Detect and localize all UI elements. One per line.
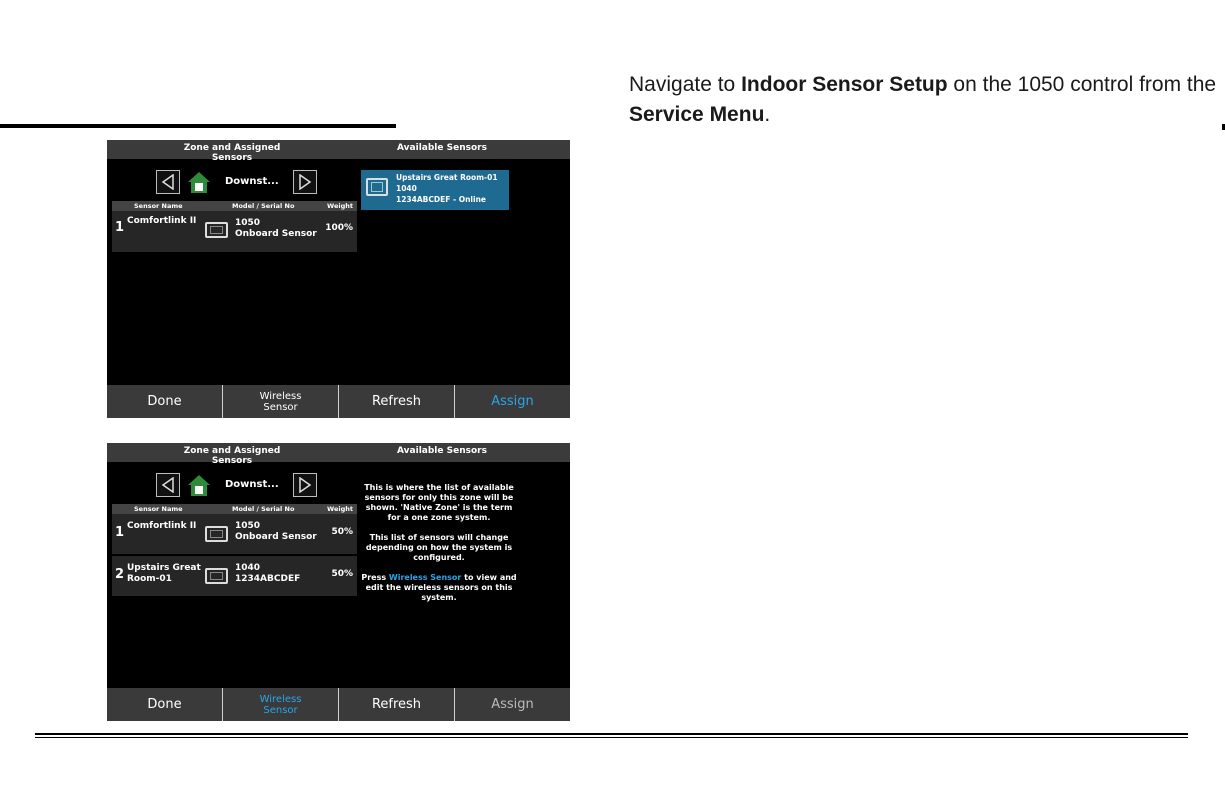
assign-button[interactable]: Assign: [491, 394, 534, 409]
triangle-left-icon: [161, 477, 175, 493]
instruction-text: Navigate to Indoor Sensor Setup on the 1050 control from the Service Menu.: [629, 73, 1217, 126]
available-sensors-info: This is where the list of available sensors for only this zone will be shown. 'Native Zone' is the term for a one zone system. This list of sensors will change depending on how the system is configured. Press Wireless Sensor to view and edit the wireless sensors on this system.: [361, 483, 517, 602]
indoor-sensor-setup-label: Indoor Sensor Setup: [741, 73, 948, 96]
thermostat-icon: [205, 526, 228, 542]
refresh-button[interactable]: Refresh: [339, 688, 455, 721]
available-sensor-item[interactable]: Upstairs Great Room-01 1040 1234ABCDEF - Online: [361, 170, 509, 210]
button-bar: [107, 688, 570, 721]
home-icon: [187, 473, 211, 497]
triangle-right-icon: [298, 174, 312, 190]
triangle-right-icon: [298, 477, 312, 493]
zone-name: Downst...: [225, 176, 279, 187]
table-row[interactable]: 1 Comfortlink II 1050 Onboard Sensor 100%: [112, 211, 357, 252]
prev-zone-button[interactable]: [156, 473, 180, 497]
table-row[interactable]: 1 Comfortlink II 1050 Onboard Sensor 50%: [112, 514, 357, 554]
column-header: Sensor Name Model / Serial No Weight: [112, 201, 357, 211]
done-button[interactable]: Done: [107, 385, 223, 418]
zone-name: Downst...: [225, 479, 279, 490]
available-sensors-header: Available Sensors: [397, 446, 487, 456]
next-zone-button[interactable]: [293, 170, 317, 194]
thermostat-icon: [205, 222, 228, 238]
assign-button[interactable]: Assign: [491, 697, 534, 712]
bottom-rule: [35, 733, 1188, 738]
sensor-screen-1: [107, 140, 570, 418]
wireless-sensor-button[interactable]: Wireless Sensor: [223, 385, 339, 418]
refresh-button[interactable]: Refresh: [339, 385, 455, 418]
triangle-left-icon: [161, 174, 175, 190]
screen-header: [107, 140, 570, 163]
thermostat-icon: [205, 568, 228, 584]
wireless-sensor-highlight: Wireless Sensor: [388, 573, 462, 582]
service-menu-label: Service Menu: [629, 103, 765, 126]
home-icon: [187, 170, 211, 194]
zone-assigned-header: Zone and Assigned Sensors: [183, 446, 281, 466]
table-row[interactable]: 2 Upstairs Great Room-01 1040 1234ABCDEF 50%: [112, 556, 357, 596]
available-sensors-header: Available Sensors: [397, 143, 487, 153]
sensor-screen-2: [107, 443, 570, 721]
zone-assigned-header: Zone and Assigned Sensors: [183, 143, 281, 163]
prev-zone-button[interactable]: [156, 170, 180, 194]
done-button[interactable]: Done: [107, 688, 223, 721]
wireless-sensor-button[interactable]: Wireless Sensor: [223, 688, 339, 721]
next-zone-button[interactable]: [293, 473, 317, 497]
top-rule: [0, 124, 396, 128]
screen-header: [107, 443, 570, 466]
button-bar: [107, 385, 570, 418]
thermostat-icon: [366, 178, 388, 196]
column-header: Sensor Name Model / Serial No Weight: [112, 504, 357, 514]
